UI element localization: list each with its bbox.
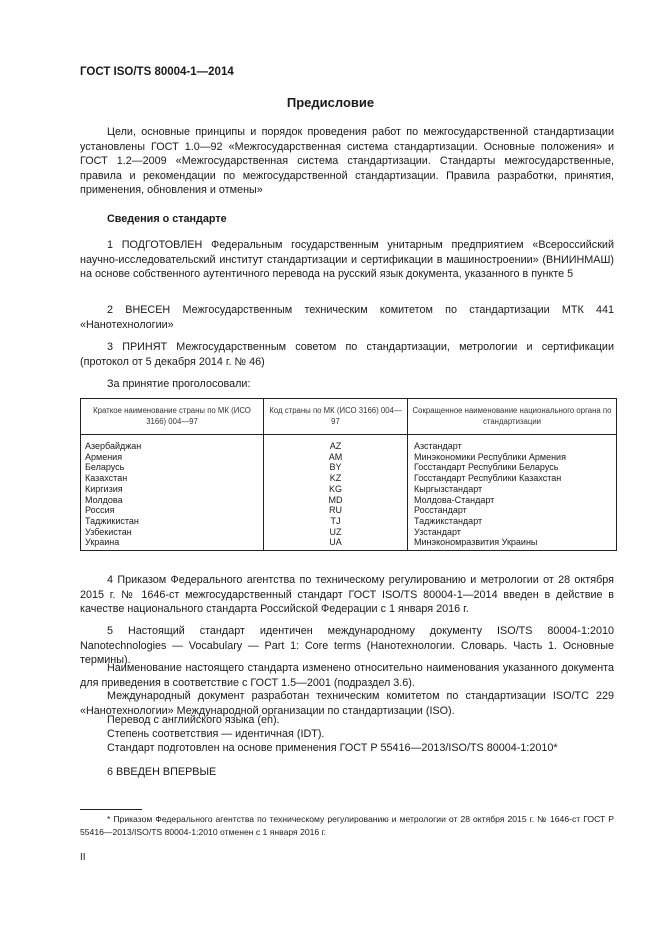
footnote: * Приказом Федерального агентства по техническому регулированию и метрологии от 28 октября 2015 г. № 1646-ст ГОСТ Р 55416—2013/ISO/TS 80004-1:2010 отменен с 1 января 2016 г. (80, 814, 614, 837)
national-body: Росстандарт (408, 505, 617, 516)
national-body: Минэкономразвития Украины (408, 537, 617, 550)
country-code: KZ (264, 473, 408, 484)
voted-label: За принятие проголосовали: (107, 378, 251, 390)
table-row (81, 435, 617, 452)
table-row (81, 484, 617, 495)
country-name: Россия (81, 505, 264, 516)
country-name: Казахстан (81, 473, 264, 484)
item-6-paragraph: 6 ВВЕДЕН ВПЕРВЫЕ (107, 766, 217, 778)
item-1-paragraph: 1 ПОДГОТОВЛЕН Федеральным государственным унитарным предприятием «Всероссийский научно-исследовательский институт стандартизации и сертификации в машиностроении» (ВНИИНМАШ) на основе собственного аутентичного перевода на русский язык документа, указанного в пункте 5 (80, 239, 614, 281)
item-5-language: Перевод с английского языка (en). (107, 714, 280, 726)
national-body: Госстандарт Республики Казахстан (408, 473, 617, 484)
item-5-basis: Стандарт подготовлен на основе применения ГОСТ Р 55416—2013/ISO/TS 80004-1:2010* (107, 742, 558, 754)
country-code: TJ (264, 516, 408, 527)
item-5-degree: Степень соответствия — идентичная (IDT). (107, 728, 325, 740)
table-row (81, 537, 617, 550)
header-country-code: Код страны по МК (ИСО 3166) 004—97 (264, 399, 408, 435)
header-country-name: Краткое наименование страны по МК (ИСО 3166) 004—97 (81, 399, 264, 435)
national-body: Молдова-Стандарт (408, 495, 617, 506)
item-5-paragraph: 5 Настоящий стандарт идентичен международному документу ISO/TS 80004-1:2010 Nanotechnologies — Vocabulary — Part 1: Core terms (Нанотехнологии. Словарь. Часть 1. Основные термины). (80, 625, 614, 667)
item-5-name-note: Наименование настоящего стандарта изменено относительно наименования указанного документа для приведения в соответствие с ГОСТ 1.5—2001 (подраздел 3.6). (80, 662, 614, 689)
national-body: Госстандарт Республики Беларусь (408, 462, 617, 473)
country-code: AZ (264, 435, 408, 452)
country-code: AM (264, 452, 408, 463)
info-heading: Сведения о стандарте (107, 213, 227, 225)
table-row (81, 516, 617, 527)
table-header-row (81, 399, 617, 435)
country-code: UZ (264, 527, 408, 538)
voting-table (80, 398, 617, 551)
intro-paragraph: Цели, основные принципы и порядок проведения работ по межгосударственной стандартизации установлены ГОСТ 1.0—92 «Межгосударственная система стандартизации. Основные положения» и ГОСТ 1.2—2009 «Межгосударственная система стандартизации. Стандарты межгосударственные, правила и рекомендации по межгосударственной стандартизации. Правила разработки, принятия, применения, обновления и отмены» (80, 126, 614, 197)
national-body: Кыргызстандарт (408, 484, 617, 495)
country-name: Беларусь (81, 462, 264, 473)
national-body: Азстандарт (408, 435, 617, 452)
item-4-paragraph: 4 Приказом Федерального агентства по техническому регулированию и метрологии от 28 октября 2015 г. № 1646-ст межгосударственный стандарт ГОСТ ISO/TS 80004-1—2014 введен в действие в качестве национального стандарта Российской Федерации с 1 января 2016 г. (80, 574, 614, 616)
country-name: Таджикистан (81, 516, 264, 527)
country-code: KG (264, 484, 408, 495)
country-code: BY (264, 462, 408, 473)
country-name: Молдова (81, 495, 264, 506)
document-id: ГОСТ ISO/TS 80004-1—2014 (80, 66, 234, 78)
footnote-divider (80, 809, 142, 810)
header-national-body: Сокращенное наименование национального органа по стандартизации (408, 399, 617, 435)
item-3-paragraph: 3 ПРИНЯТ Межгосударственным советом по стандартизации, метрологии и сертификации (протокол от 5 декабря 2014 г. № 46) (80, 341, 614, 368)
country-name: Армения (81, 452, 264, 463)
country-name: Азербайджан (81, 435, 264, 452)
table-row (81, 527, 617, 538)
table-row (81, 495, 617, 506)
country-name: Украина (81, 537, 264, 550)
item-2-paragraph: 2 ВНЕСЕН Межгосударственным техническим комитетом по стандартизации МТК 441 «Нанотехнологии» (80, 304, 614, 331)
national-body: Таджикстандарт (408, 516, 617, 527)
table-row (81, 505, 617, 516)
table-row (81, 473, 617, 484)
table-row (81, 462, 617, 473)
country-name: Узбекистан (81, 527, 264, 538)
country-code: UA (264, 537, 408, 550)
page-title: Предисловие (286, 95, 375, 110)
national-body: Узстандарт (408, 527, 617, 538)
country-code: MD (264, 495, 408, 506)
table-row (81, 452, 617, 463)
item-5-intl-note: Международный документ разработан техническим комитетом по стандартизации ISO/TC 229 «Нанотехнологии» Международной организации по стандартизации (ISO). (80, 690, 614, 717)
page-number: II (80, 852, 86, 863)
country-code: RU (264, 505, 408, 516)
country-name: Киргизия (81, 484, 264, 495)
national-body: Минэкономики Республики Армения (408, 452, 617, 463)
